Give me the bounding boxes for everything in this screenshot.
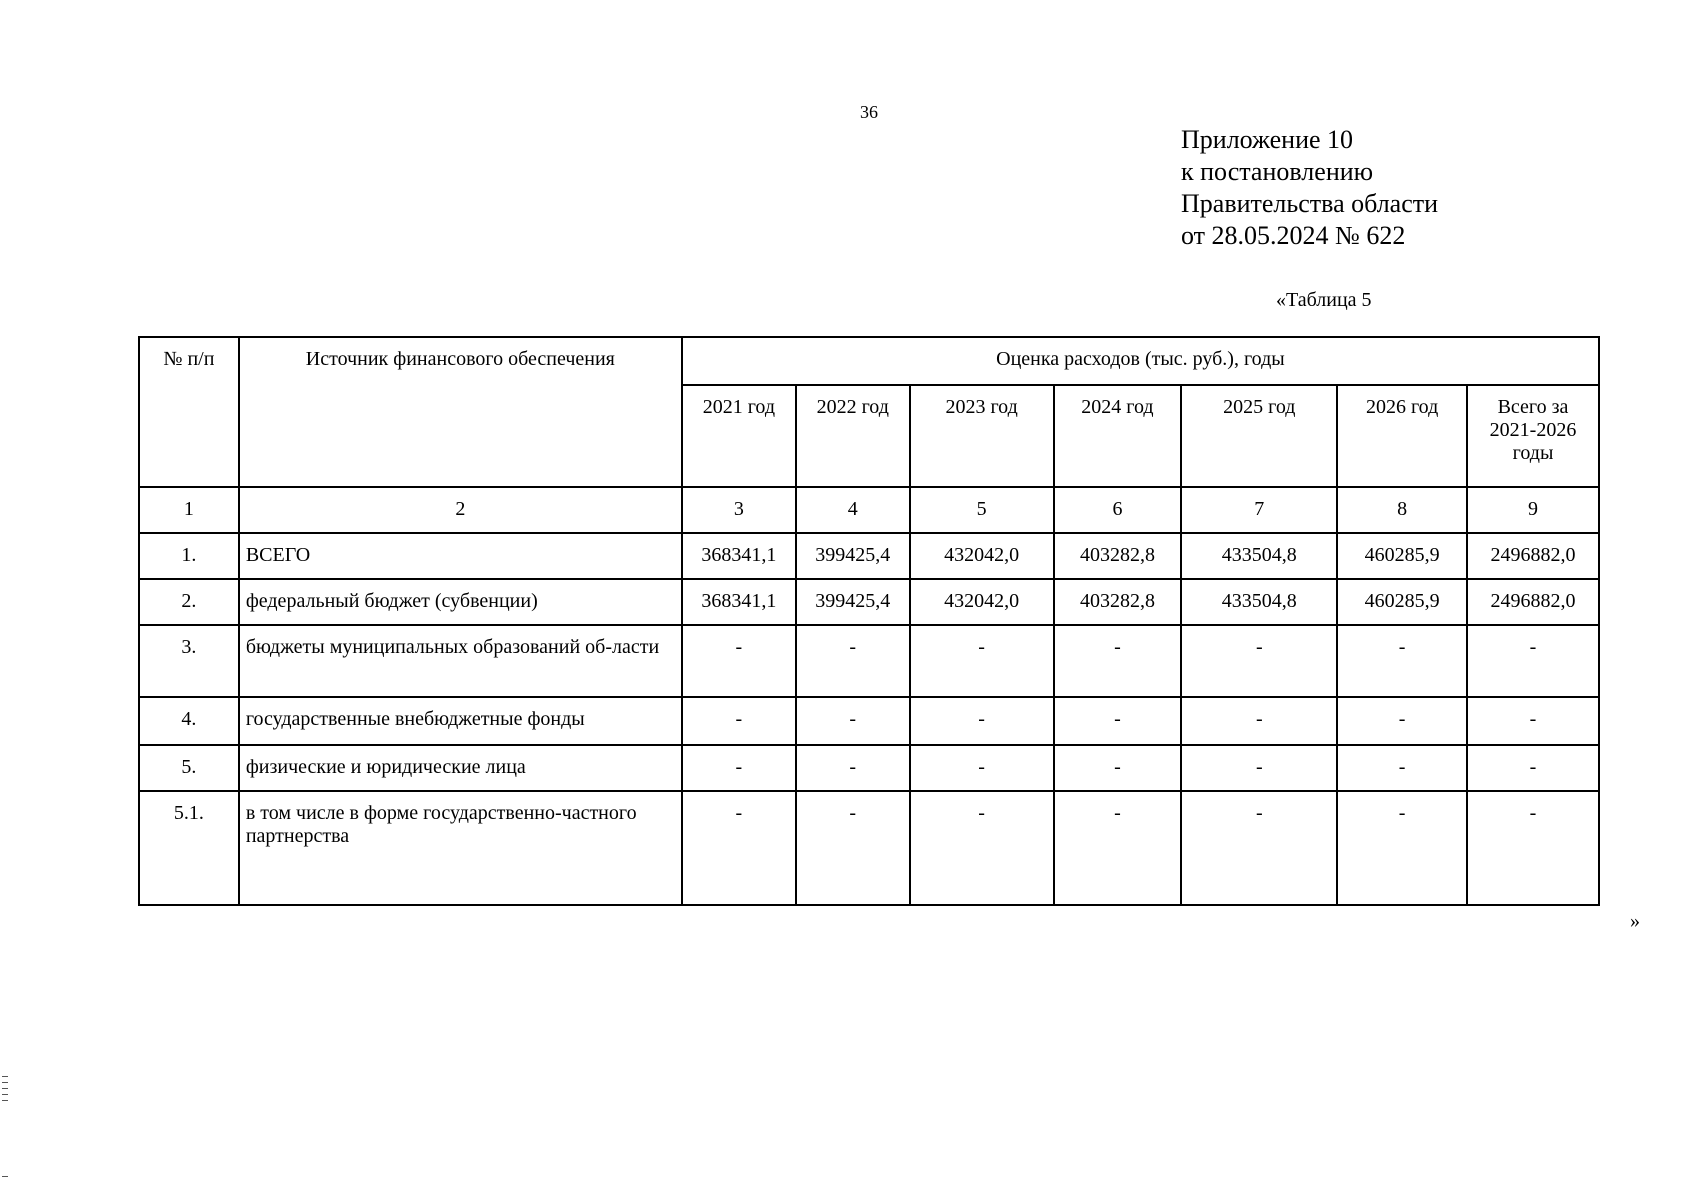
index-cell: 6 [1054,487,1182,533]
row-value: - [796,791,910,905]
table-row [139,625,1599,697]
header-year: 2023 год [910,385,1054,487]
row-source: государственные внебюджетные фонды [239,697,682,745]
row-value: - [1181,697,1337,745]
row-value: - [1337,745,1467,791]
row-value: - [1054,625,1182,697]
row-value: - [910,791,1054,905]
row-value: - [1054,697,1182,745]
header-year: 2025 год [1181,385,1337,487]
row-value: 460285,9 [1337,579,1467,625]
row-num: 5. [139,745,239,791]
row-value: - [1337,697,1467,745]
row-num: 2. [139,579,239,625]
index-cell: 1 [139,487,239,533]
row-value: 403282,8 [1054,579,1182,625]
row-value: - [1054,791,1182,905]
row-num: 4. [139,697,239,745]
header-num: № п/п [139,337,239,487]
row-value: - [1181,625,1337,697]
row-value: - [682,697,796,745]
row-value: 433504,8 [1181,533,1337,579]
row-value: - [910,697,1054,745]
index-cell: 7 [1181,487,1337,533]
row-source: федеральный бюджет (субвенции) [239,579,682,625]
index-cell: 9 [1467,487,1599,533]
row-num: 3. [139,625,239,697]
table-row [139,791,1599,905]
row-value: 433504,8 [1181,579,1337,625]
table-row [139,697,1599,745]
row-value: 460285,9 [1337,533,1467,579]
row-total: 2496882,0 [1467,579,1599,625]
row-value: - [1054,745,1182,791]
appendix-block [1181,124,1438,252]
row-num: 1. [139,533,239,579]
row-total: - [1467,791,1599,905]
table-row [139,745,1599,791]
row-value: 368341,1 [682,533,796,579]
header-expense-group: Оценка расходов (тыс. руб.), годы [682,337,1599,385]
row-value: - [682,745,796,791]
header-year: 2026 год [1337,385,1467,487]
row-value: 432042,0 [910,579,1054,625]
index-row [139,487,1599,533]
row-value: - [910,745,1054,791]
table-row [139,579,1599,625]
row-value: 403282,8 [1054,533,1182,579]
row-total: - [1467,745,1599,791]
index-cell: 2 [239,487,682,533]
table-caption: «Таблица 5 [1276,289,1372,311]
row-source: ВСЕГО [239,533,682,579]
row-total: - [1467,697,1599,745]
scan-artifact [2,1082,8,1083]
row-value: - [682,625,796,697]
finance-table [138,336,1600,906]
closing-quote: » [1630,910,1640,932]
header-total: Всего за 2021-2026 годы [1467,385,1599,487]
index-cell: 5 [910,487,1054,533]
index-cell: 4 [796,487,910,533]
row-value: - [796,697,910,745]
scan-artifact [2,1176,8,1177]
row-value: - [796,625,910,697]
row-source: бюджеты муниципальных образований об-ласти [239,625,682,697]
row-value: 432042,0 [910,533,1054,579]
header-year: 2021 год [682,385,796,487]
header-year: 2024 год [1054,385,1182,487]
row-total: 2496882,0 [1467,533,1599,579]
appendix-title: Приложение 10 [1181,125,1354,154]
row-value: - [1181,791,1337,905]
row-value: - [1337,625,1467,697]
row-source: физические и юридические лица [239,745,682,791]
index-cell: 3 [682,487,796,533]
appendix-ref: к постановлению [1181,157,1374,186]
scan-artifact [2,1076,8,1077]
table-row [139,533,1599,579]
row-value: - [1337,791,1467,905]
scan-artifact [2,1100,8,1101]
row-value: - [796,745,910,791]
row-value: - [682,791,796,905]
scan-artifact [2,1094,8,1095]
appendix-authority: Правительства области [1181,189,1439,218]
header-source: Источник финансового обеспечения [239,337,682,487]
row-source: в том числе в форме государственно-частного партнерства [239,791,682,905]
row-value: - [910,625,1054,697]
index-cell: 8 [1337,487,1467,533]
row-value: 368341,1 [682,579,796,625]
row-num: 5.1. [139,791,239,905]
appendix-date: от 28.05.2024 № 622 [1181,221,1406,250]
row-value: - [1181,745,1337,791]
scan-artifact [2,1088,8,1089]
row-value: 399425,4 [796,533,910,579]
page-number: 36 [860,102,878,122]
row-total: - [1467,625,1599,697]
row-value: 399425,4 [796,579,910,625]
header-year: 2022 год [796,385,910,487]
